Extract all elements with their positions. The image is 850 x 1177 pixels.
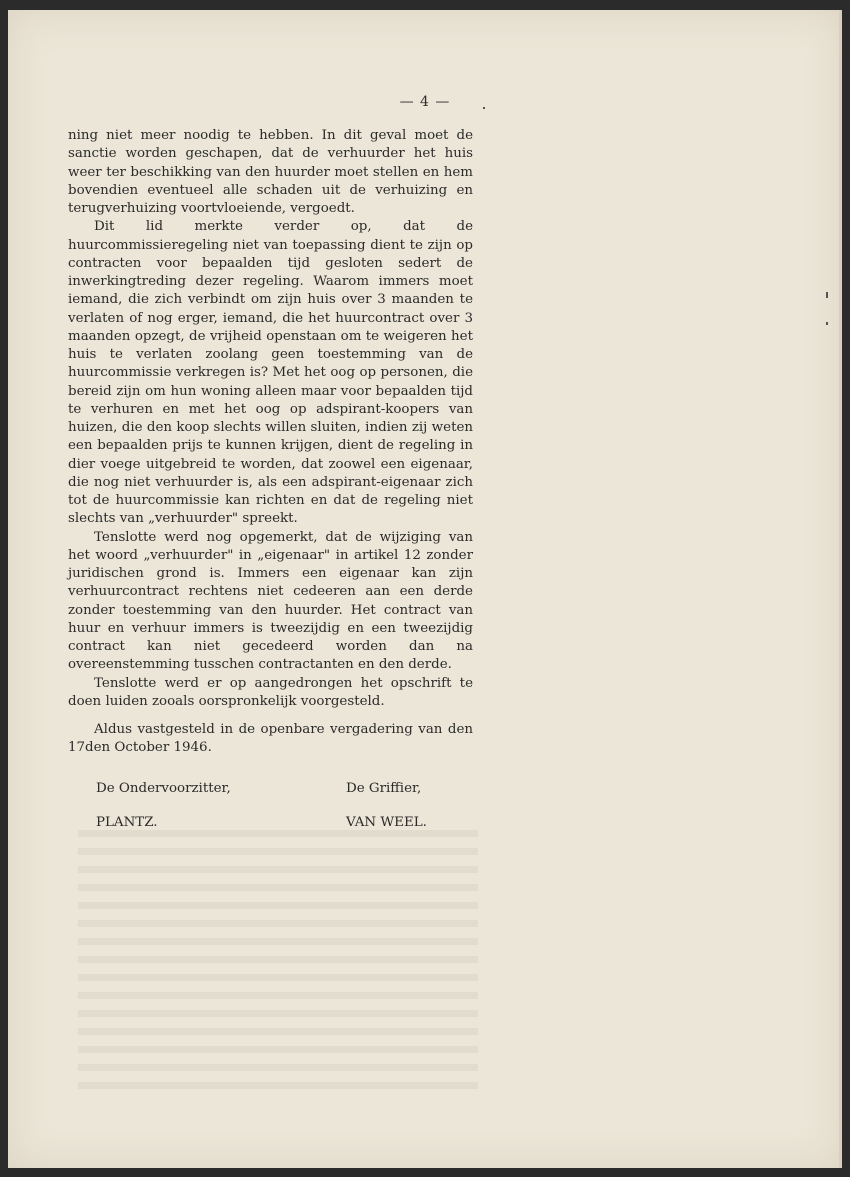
paragraph: Tenslotte werd er op aangedrongen het opschrift te doen luiden zooals oorspronkelijk voorgesteld. — [68, 675, 473, 709]
signatory-title-vice-chair: De Ondervoorzitter, — [96, 781, 231, 796]
document-page — [8, 10, 842, 1168]
paragraph: ning niet meer noodig te hebben. In dit geval moet de sanctie worden geschapen, dat de verhuurder het huis weer ter beschikking van den huurder moet stellen en hem bovendien eventueel alle schaden uit de verhuizing en terugverhuizing voortvloeiende, vergoedt. — [68, 128, 473, 216]
body-text — [68, 127, 473, 758]
punch-mark — [826, 292, 828, 298]
bleed-through-text — [78, 830, 478, 1090]
paragraph: Tenslotte werd nog opgemerkt, dat de wijziging van het woord „verhuurder" in „eigenaar" in artikel 12 zonder juridischen grond is. Immers een eigenaar kan zijn verhuurcontract rechtens niet cedeeren aan een derde zonder toestemming van den huurder. Het contract van huur en verhuur immers is tweezijdig en een tweezijdig contract kan niet gecedeerd worden dan na overeenstemming tusschen contractanten en den derde. — [68, 529, 473, 673]
page-edge — [839, 10, 842, 1168]
page-number: — 4 — — [399, 94, 451, 110]
signatory-title-clerk: De Griffier, — [346, 781, 422, 796]
punch-mark — [826, 322, 828, 325]
signatory-name-clerk: VAN WEEL. — [346, 815, 427, 830]
signatory-name-vice-chair: PLANTZ. — [96, 815, 158, 830]
paragraph: Dit lid merkte verder op, dat de huurcommissieregeling niet van toepassing dient te zijn op contracten voor bepaalden tijd gesloten sedert de inwerkingtreding dezer regeling. Waarom immers moet iemand, die zich verbindt om zijn huis over 3 maanden te verlaten of nog erger, iemand, die het huurcontract over 3 maanden opzegt, de vrijheid openstaan om te weigeren het huis te verlaten zoolang geen toestemming van de huurcommissie verkregen is? Met het oog op personen, die bereid zijn om hun woning alleen maar voor bepaalden tijd te verhuren en met het oog op adspirant-koopers van huizen, die den koop slechts willen sluiten, indien zij weten een bepaalden prijs te kunnen krijgen, dient de regeling in dier voege uitgebreid te worden, dat zoowel een eigenaar, die nog niet verhuurder is, als een adspirant-eigenaar zich tot de huurcommissie kan richten en dat de regeling niet slechts van „verhuurder" spreekt. — [68, 219, 473, 527]
punch-mark — [483, 107, 485, 109]
closing-statement: Aldus vastgesteld in de openbare vergadering van den 17den October 1946. — [68, 722, 473, 756]
